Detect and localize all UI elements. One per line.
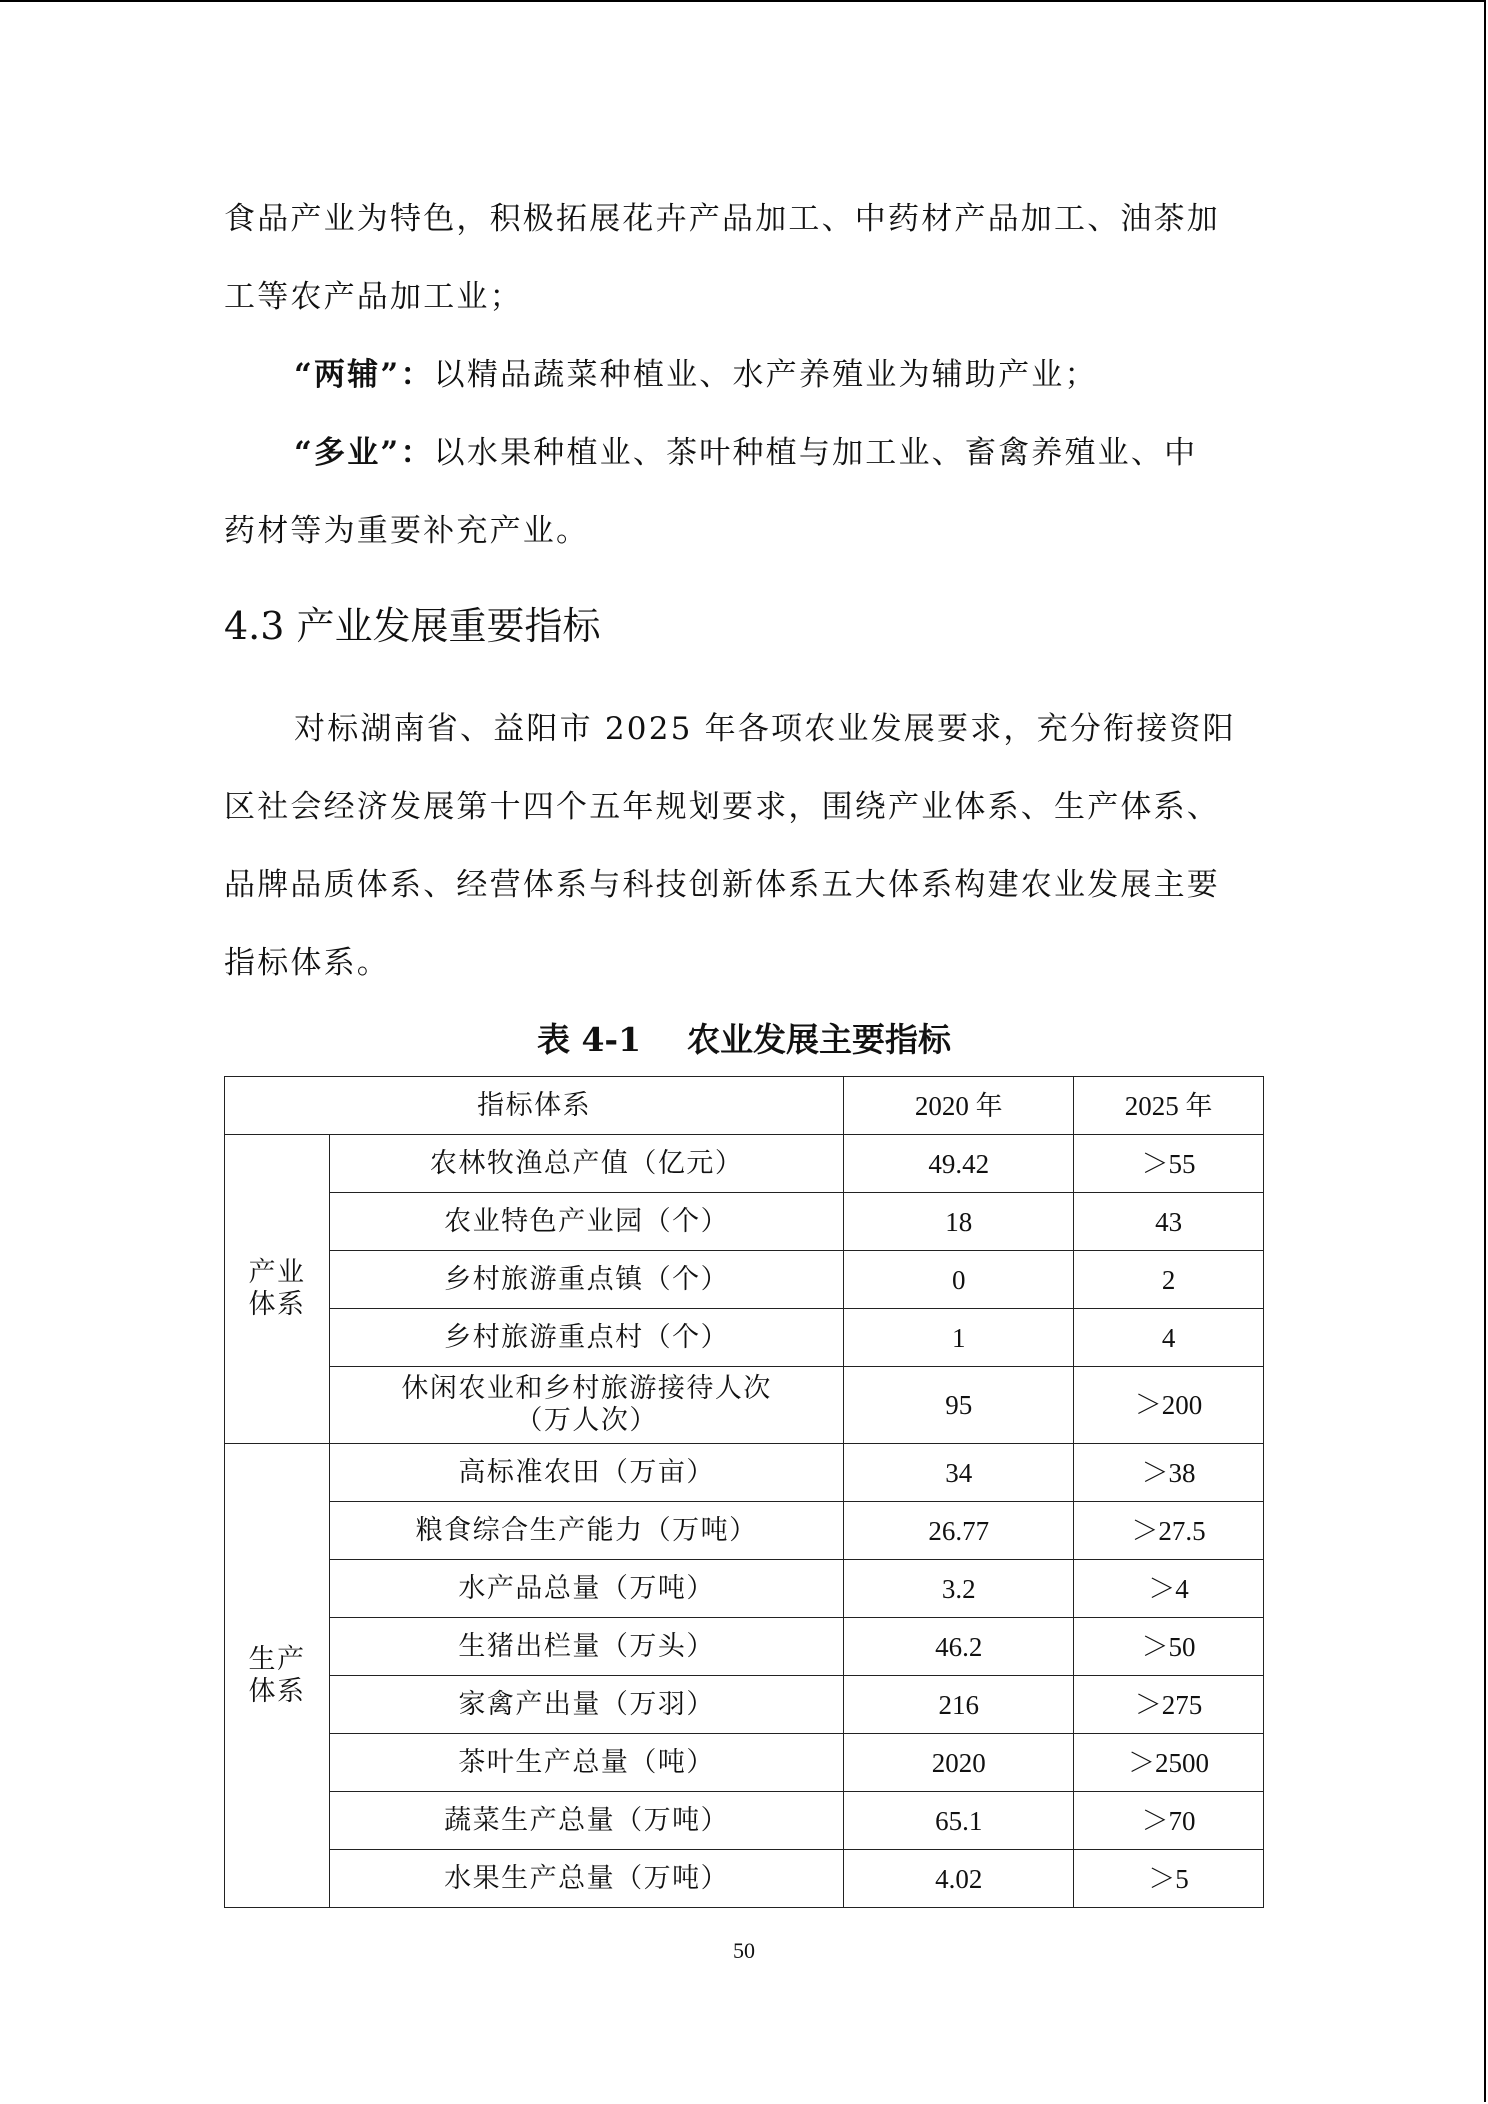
value-2020: 0 <box>844 1251 1074 1309</box>
table-row <box>225 1560 1264 1618</box>
indicator-cell: 乡村旅游重点村（个） <box>329 1309 843 1367</box>
indicator-cell: 高标准农田（万亩） <box>329 1444 843 1502</box>
indicators-table <box>224 1076 1264 1908</box>
value-2025: ＞50 <box>1074 1618 1264 1676</box>
value-2020: 65.1 <box>844 1792 1074 1850</box>
table-row <box>225 1367 1264 1444</box>
indicator-line: （万人次） <box>515 1405 658 1436</box>
indicator-cell: 蔬菜生产总量（万吨） <box>329 1792 843 1850</box>
value-2025: ＞55 <box>1074 1135 1264 1193</box>
indicator-line: 休闲农业和乡村旅游接待人次 <box>401 1373 772 1404</box>
intro-line: 区社会经济发展第十四个五年规划要求，围绕产业体系、生产体系、 <box>224 789 1220 825</box>
indicator-cell: 家禽产出量（万羽） <box>329 1676 843 1734</box>
value-2025: ＞4 <box>1074 1560 1264 1618</box>
intro-line: 指标体系。 <box>224 945 390 981</box>
table-row <box>225 1792 1264 1850</box>
indicator-cell: 乡村旅游重点镇（个） <box>329 1251 843 1309</box>
value-2020: 216 <box>844 1676 1074 1734</box>
indicator-cell: 生猪出栏量（万头） <box>329 1618 843 1676</box>
indicator-cell: 水产品总量（万吨） <box>329 1560 843 1618</box>
value-2025: 4 <box>1074 1309 1264 1367</box>
header-indicator: 指标体系 <box>225 1077 844 1135</box>
group-label-industry <box>225 1135 330 1444</box>
indicator-cell: 粮食综合生产能力（万吨） <box>329 1502 843 1560</box>
value-2020: 2020 <box>844 1734 1074 1792</box>
paragraph-liangfu <box>224 336 1264 414</box>
value-2025: 43 <box>1074 1193 1264 1251</box>
table-row <box>225 1251 1264 1309</box>
table-row <box>225 1502 1264 1560</box>
header-2025: 2025 年 <box>1074 1077 1264 1135</box>
indicator-cell: 农林牧渔总产值（亿元） <box>329 1135 843 1193</box>
group-label-production <box>225 1444 330 1908</box>
table-header-row <box>225 1077 1264 1135</box>
page-number: 50 <box>733 1938 755 1963</box>
value-2020: 4.02 <box>844 1850 1074 1908</box>
value-2025: 2 <box>1074 1251 1264 1309</box>
value-2025: ＞27.5 <box>1074 1502 1264 1560</box>
label-liangfu: “两辅”： <box>294 357 434 393</box>
table-row <box>225 1193 1264 1251</box>
table-row <box>225 1850 1264 1908</box>
value-2020: 26.77 <box>844 1502 1074 1560</box>
indicator-cell: 茶叶生产总量（吨） <box>329 1734 843 1792</box>
value-2025: ＞70 <box>1074 1792 1264 1850</box>
value-2020: 46.2 <box>844 1618 1074 1676</box>
intro-line: 对标湖南省、益阳市 2025 年各项农业发展要求，充分衔接资阳 <box>294 711 1236 747</box>
table-row <box>225 1444 1264 1502</box>
value-2025: ＞38 <box>1074 1444 1264 1502</box>
value-2025: ＞200 <box>1074 1367 1264 1444</box>
header-2020: 2020 年 <box>844 1077 1074 1135</box>
text-duoye: 以水果种植业、茶叶种植与加工业、畜禽养殖业、中 <box>433 435 1198 471</box>
indicator-cell: 农业特色产业园（个） <box>329 1193 843 1251</box>
value-2020: 18 <box>844 1193 1074 1251</box>
intro-line: 品牌品质体系、经营体系与科技创新体系五大体系构建农业发展主要 <box>224 867 1220 903</box>
indicator-cell: 水果生产总量（万吨） <box>329 1850 843 1908</box>
value-2025: ＞2500 <box>1074 1734 1264 1792</box>
table-row <box>225 1309 1264 1367</box>
table-caption: 表 4-1 农业发展主要指标 <box>536 1020 952 1059</box>
value-2020: 34 <box>844 1444 1074 1502</box>
value-2025: ＞5 <box>1074 1850 1264 1908</box>
table-row <box>225 1135 1264 1193</box>
indicator-cell <box>329 1367 843 1444</box>
paragraph-line: 工等农产品加工业； <box>224 279 523 315</box>
table-row <box>225 1618 1264 1676</box>
section-heading: 4.3 产业发展重要指标 <box>224 604 601 648</box>
paragraph-line: 药材等为重要补充产业。 <box>224 513 590 549</box>
value-2025: ＞275 <box>1074 1676 1264 1734</box>
paragraph-line: 食品产业为特色，积极拓展花卉产品加工、中药材产品加工、油茶加 <box>224 201 1220 237</box>
group-label-line: 生产 <box>248 1643 306 1675</box>
group-label-line: 体系 <box>248 1289 306 1320</box>
text-liangfu: 以精品蔬菜种植业、水产养殖业为辅助产业； <box>433 357 1098 393</box>
table-row <box>225 1676 1264 1734</box>
label-duoye: “多业”： <box>294 435 434 471</box>
group-label-line: 体系 <box>248 1675 306 1707</box>
group-label-line: 产业 <box>248 1257 306 1288</box>
value-2020: 95 <box>844 1367 1074 1444</box>
value-2020: 1 <box>844 1309 1074 1367</box>
value-2020: 3.2 <box>844 1560 1074 1618</box>
table-row <box>225 1734 1264 1792</box>
paragraph-duoye <box>224 414 1264 492</box>
value-2020: 49.42 <box>844 1135 1074 1193</box>
